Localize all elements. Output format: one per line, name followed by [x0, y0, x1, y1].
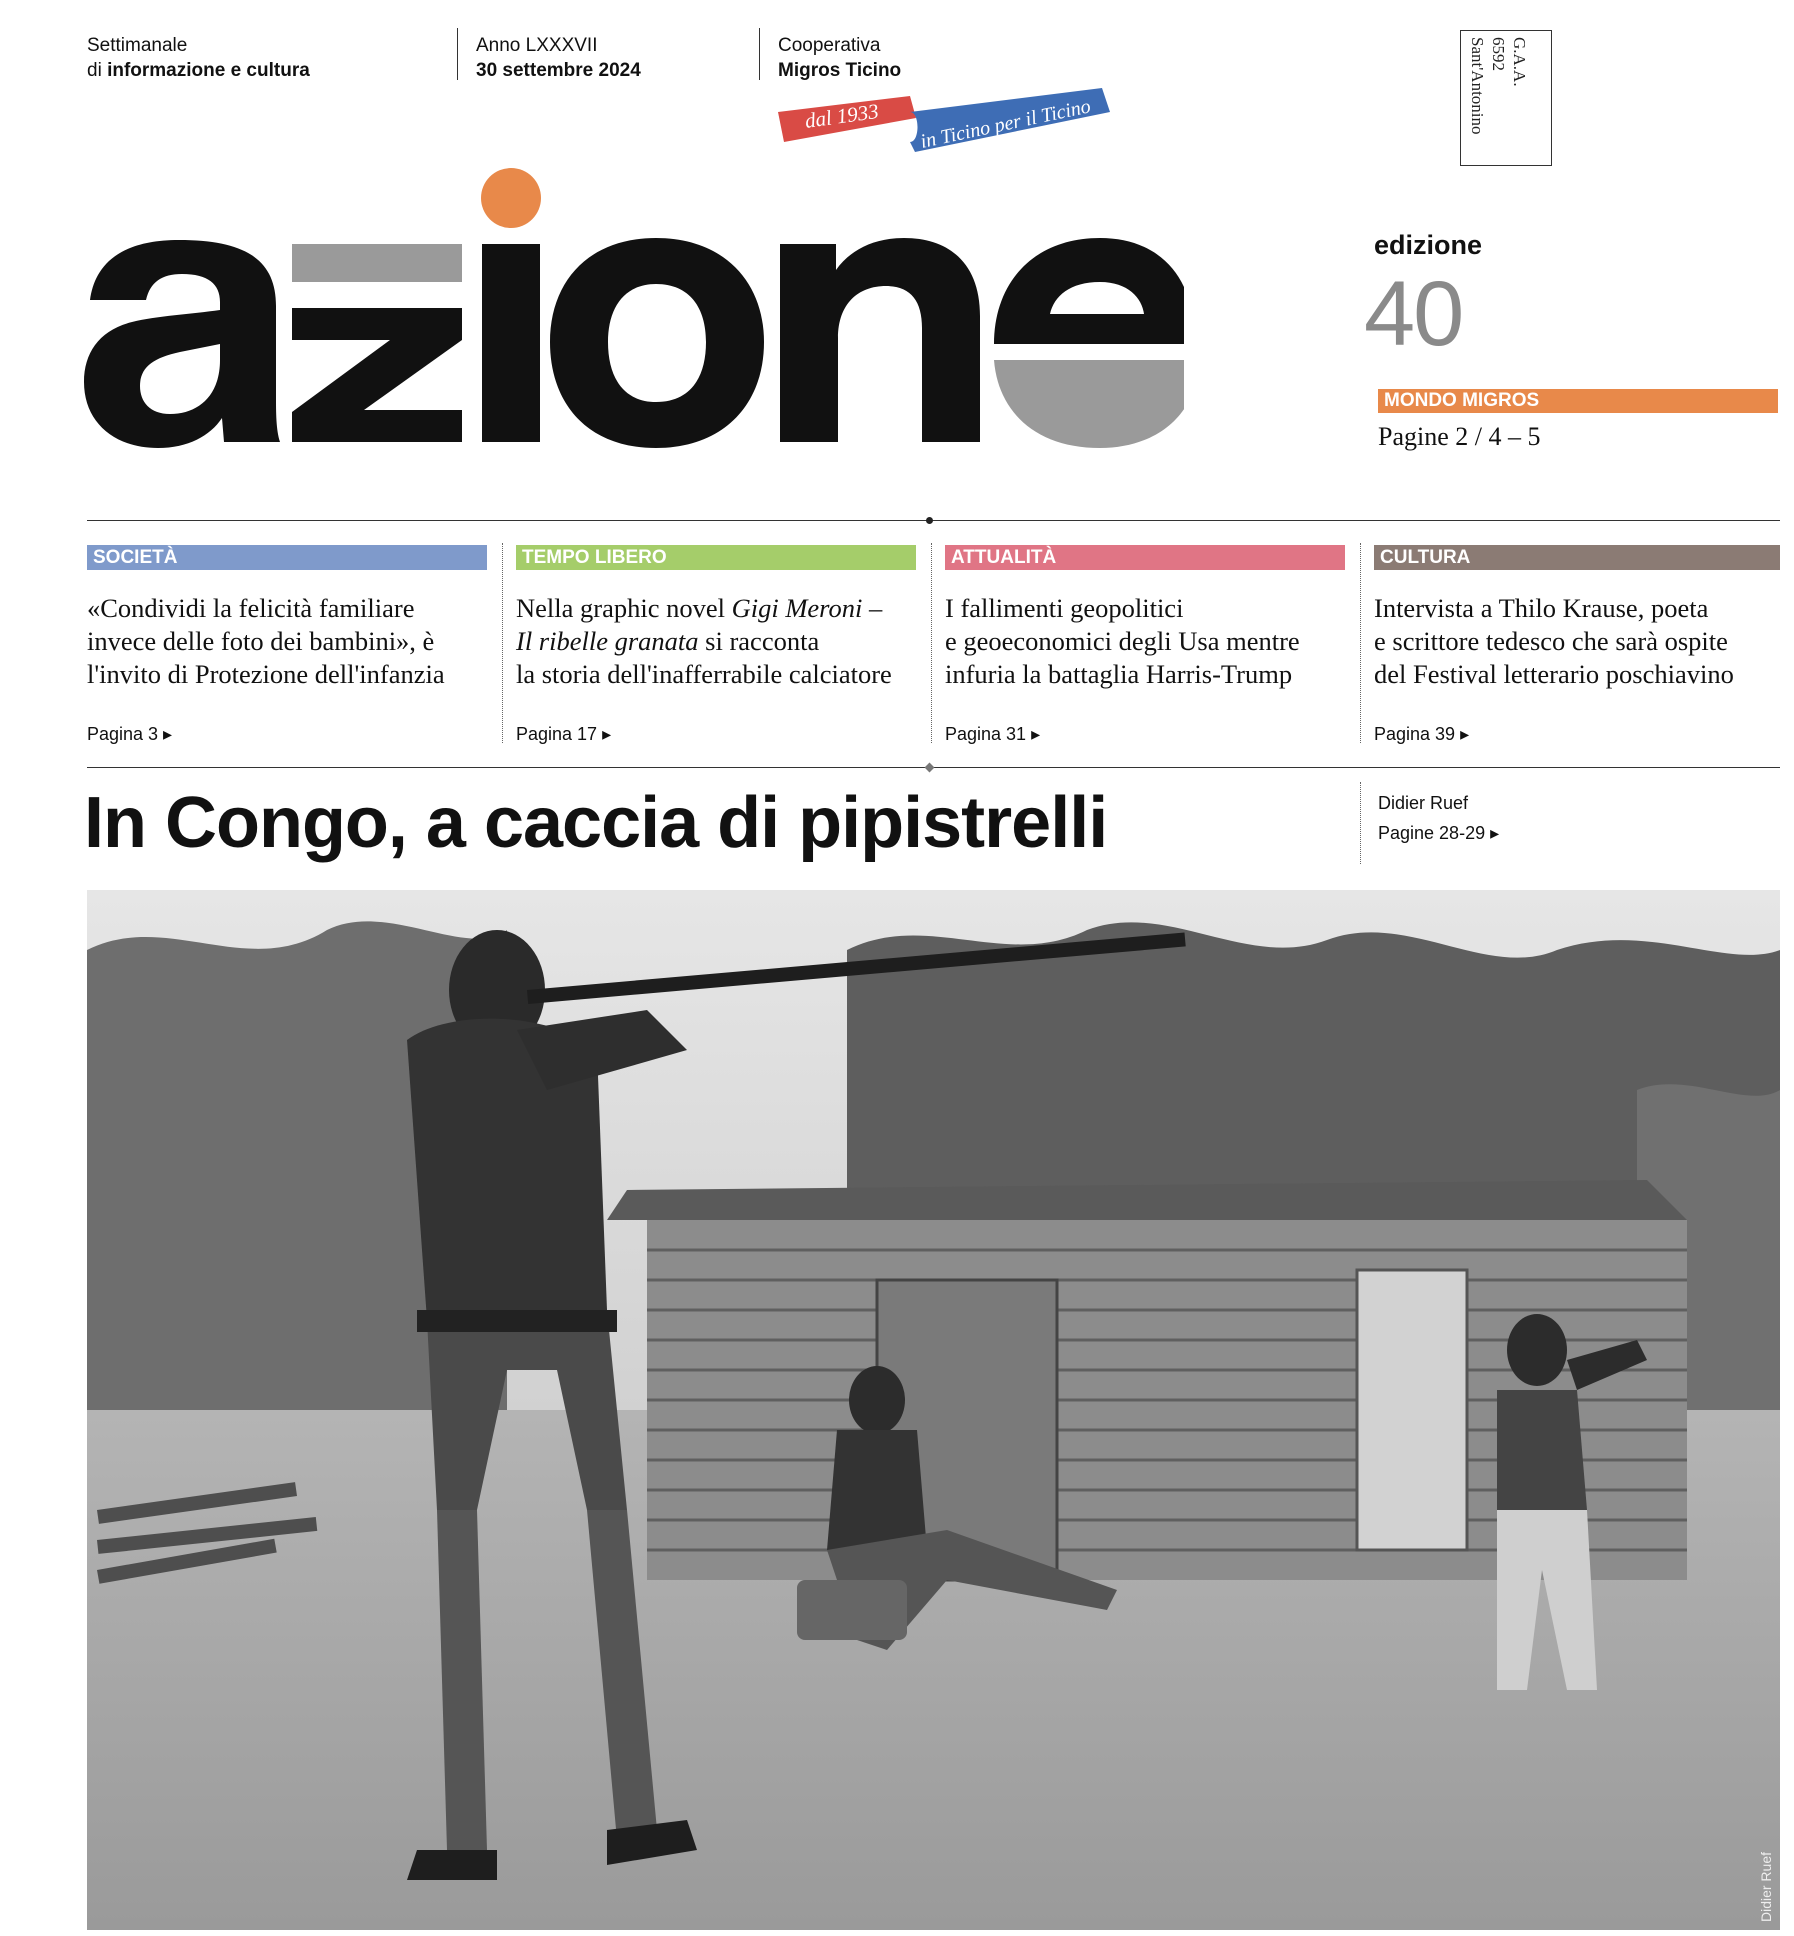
teaser-line: del Festival letterario poschiavino — [1374, 659, 1734, 689]
cover-photo-scene — [87, 890, 1780, 1930]
publisher-info — [778, 33, 901, 83]
logo-orange-dot — [481, 168, 541, 228]
postal-stamp — [1460, 30, 1552, 166]
publisher-line2: Migros Ticino — [778, 60, 902, 81]
teaser-line: I fallimenti geopolitici — [945, 593, 1184, 623]
cover-credit-pages[interactable]: Pagine 28-29 ▸ — [1378, 823, 1500, 843]
teaser-line: la storia dell'inafferrabile calciatore — [516, 659, 892, 689]
cover-credit — [1378, 788, 1499, 848]
teaser-line: «Condividi la felicità familiare — [87, 593, 415, 623]
teaser-line: invece delle foto dei bambini», è — [87, 626, 435, 656]
section-label-tempo-libero: TEMPO LIBERO — [516, 545, 916, 570]
section-teaser-tempo-libero — [516, 592, 892, 691]
tagline-bold: informazione e cultura — [107, 60, 310, 81]
header-divider — [457, 28, 458, 80]
rule-diamond — [925, 763, 935, 773]
issue-date: 30 settembre 2024 — [476, 60, 641, 81]
tagline-line1: Settimanale — [87, 35, 188, 56]
stamp-line: Sant'Antonino — [1468, 37, 1487, 135]
tagline — [87, 33, 310, 83]
ribbon-red-text: dal 1933 — [803, 98, 881, 133]
mondo-migros-badge: MONDO MIGROS — [1378, 389, 1778, 413]
section-top-rule — [87, 520, 1780, 521]
postal-stamp-text — [1467, 37, 1530, 135]
azione-logo — [84, 160, 1184, 460]
stamp-line: 6592 — [1489, 37, 1508, 71]
section-teaser-societa — [87, 592, 445, 691]
teaser-line: Il ribelle granata si racconta — [516, 626, 820, 656]
issue-info — [476, 33, 641, 83]
section-page-link-cultura[interactable]: Pagina 39 ▸ — [1374, 724, 1470, 744]
teaser-line: e geoeconomici degli Usa mentre — [945, 626, 1300, 656]
section-page-link-societa[interactable]: Pagina 3 ▸ — [87, 724, 173, 744]
ribbon-blue-text: in Ticino per il Ticino — [918, 95, 1093, 153]
issue-year: Anno LXXXVII — [476, 35, 598, 56]
header-divider — [759, 28, 760, 80]
section-label-societa: SOCIETÀ — [87, 545, 487, 570]
logo-bar — [292, 244, 462, 282]
tagline-prefix: di — [87, 60, 108, 81]
cover-headline[interactable]: In Congo, a caccia di pipistrelli — [84, 783, 1108, 863]
ribbon-graphic — [770, 82, 1120, 158]
teaser-line: Intervista a Thilo Krause, poeta — [1374, 593, 1709, 623]
publisher-line1: Cooperativa — [778, 35, 881, 56]
section-label-cultura: CULTURA — [1374, 545, 1780, 570]
teaser-line: infuria la battaglia Harris-Trump — [945, 659, 1293, 689]
teaser-line: e scrittore tedesco che sarà ospite — [1374, 626, 1728, 656]
edition-number: 40 — [1364, 263, 1463, 365]
rule-dot — [926, 517, 933, 524]
stamp-line: G.A.A. — [1510, 37, 1529, 87]
column-divider — [1360, 782, 1361, 864]
section-page-link-tempo-libero[interactable]: Pagina 17 ▸ — [516, 724, 612, 744]
section-teaser-cultura — [1374, 592, 1734, 691]
section-teaser-attualita — [945, 592, 1300, 691]
column-divider — [502, 543, 503, 743]
section-label-attualita: ATTUALITÀ — [945, 545, 1345, 570]
cover-credit-name: Didier Ruef — [1378, 793, 1469, 813]
tagline-line2 — [87, 58, 310, 83]
column-divider — [1360, 543, 1361, 743]
column-divider — [931, 543, 932, 743]
cover-photo — [87, 890, 1780, 1930]
mondo-migros-pages[interactable]: Pagine 2 / 4 – 5 — [1378, 422, 1541, 451]
teaser-line: l'invito di Protezione dell'infanzia — [87, 659, 445, 689]
section-page-link-attualita[interactable]: Pagina 31 ▸ — [945, 724, 1041, 744]
teaser-line: Nella graphic novel Gigi Meroni – — [516, 593, 883, 623]
photo-credit: Didier Ruef — [1758, 1851, 1774, 1922]
edition-label: edizione — [1374, 230, 1483, 260]
